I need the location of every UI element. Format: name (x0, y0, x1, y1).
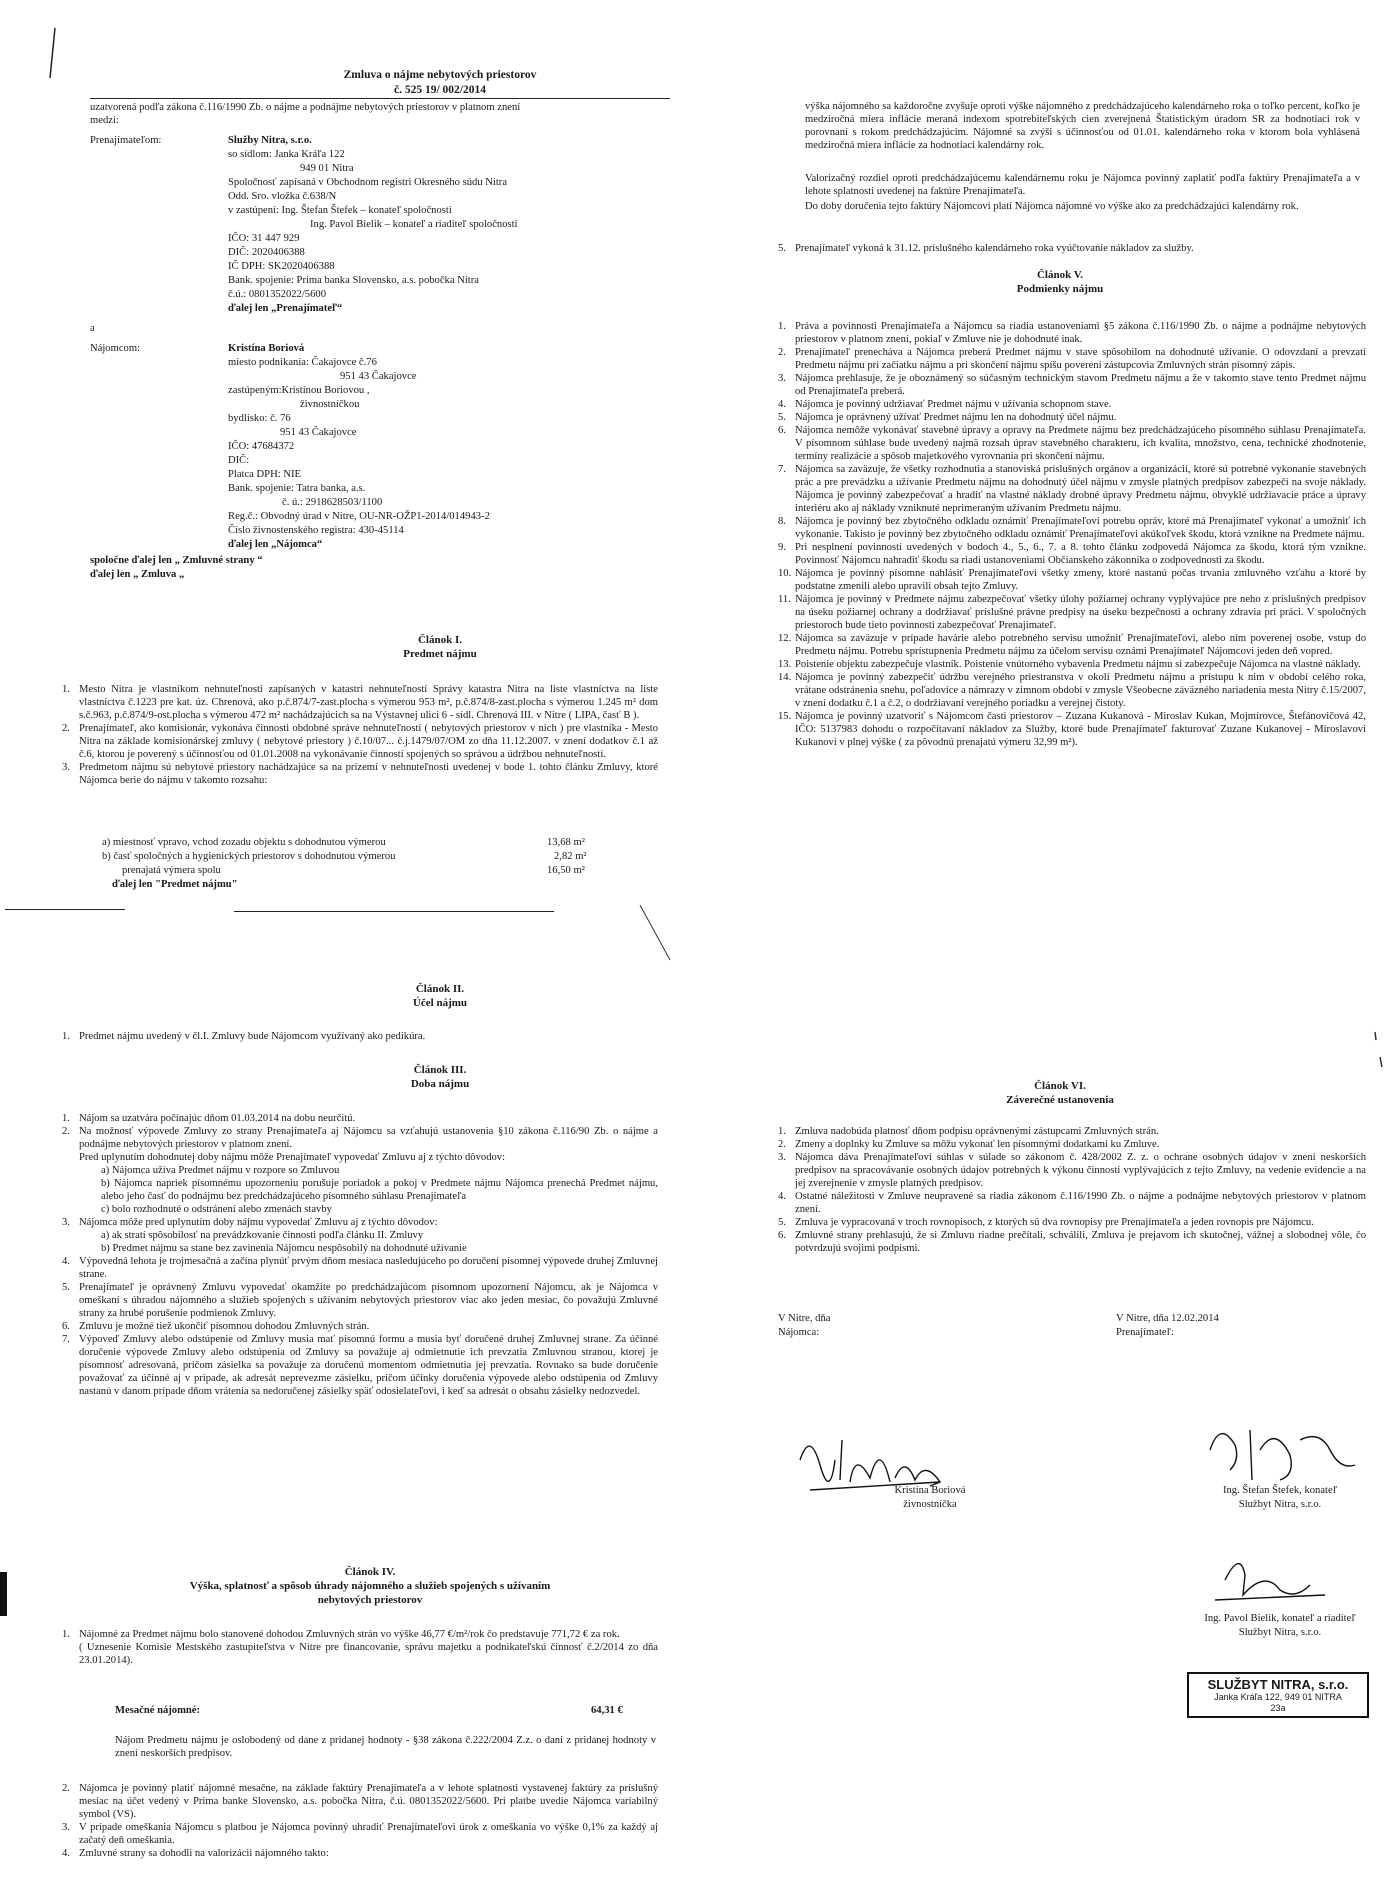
scan-mark (1375, 1032, 1376, 1040)
clause-text: Poistenie objektu zabezpečuje vlastník. Poistenie vnútorného vybavenia Predmetu nájmu si zabezpečuje Nájomca na vlastné náklady. (795, 659, 1361, 670)
tenant-signatory-title: živnostníčka (903, 1499, 957, 1510)
list-item: 6. Zmluvné strany prehlasujú, že si Zmluvu riadne prečítali, schválili, Zmluva je prejavom ich skutočnej, vážnej a slobodnej vôle, čo potvrdzujú svojimi podpismi. (778, 1230, 1366, 1254)
clause-text: Práva a povinnosti Prenajímateľa a Nájomcu sa riadia ustanoveniami §5 zákona č.116/1990 Zb. o nájme a podnájme nebytových priestorov v platnom znení, pokiaľ v Zmluve nie je dohodnuté inak. (795, 321, 1366, 345)
article-4-title-2: nebytových priestorov (317, 1594, 423, 1606)
list-item: 2. Prenajímateľ prenecháva a Nájomca preberá Predmet nájmu v stave spôsobilom na dohodnuté užívanie. O odovzdaní a prevzatí Predmetu nájmu pri začiatku nájmu a pri skončení nájmu spíšu poverení zástupcovia Zmluvných strán písomný zápis. (778, 347, 1366, 371)
article-3-list (52, 1112, 658, 1398)
article-4-list-end (768, 242, 1366, 255)
list-item: 9. Pri nesplnení povinností uvedených v bodoch 4., 5., 6., 7. a 8. tohto článku zodpovedá Nájomca za škodu, ktorá tým vznikne. Povinnosť Nájomcu nahradiť škodu sa riadi ustanoveniami Občianskeho zákonníka o zodpovednosti za škodu. (778, 542, 1366, 566)
landlord-line: 949 01 Nitra (300, 163, 354, 174)
tenant-line: č. ú.: 2918628503/1100 (282, 497, 383, 508)
tenant-line: zastúpeným:Kristínou Boriovou , (228, 385, 370, 396)
landlord-line: so sídlom: Janka Kráľa 122 (228, 149, 345, 160)
clause-text: Nájomca sa zaväzuje v prípade havárie alebo potrebného servisu umožniť Prenajímateľovi, alebo ním poverenej osobe, vstup do Predmetu nájmu. Potrebu sprístupnenia Predmetu nájmu za účelom servisu oznámi Prenajímateľ Nájomcovi jeden deň vopred. (795, 633, 1366, 657)
sub-item (79, 1164, 658, 1177)
article-1-list (52, 683, 658, 787)
sub-item (79, 1177, 658, 1203)
clause-text: Predmet nájmu uvedený v čl.I. Zmluvy bude Nájomcom využívaný ako pedikúra. (79, 1031, 426, 1042)
list-item: 2. Na možnosť výpovede Zmluvy zo strany Prenajímateľa aj Nájomcu sa vzťahujú ustanovenia §10 zákona č.116/90 Zb. o nájme a podnájme nebytových priestorov v platnom znení. Pred uplynutím dohodnutej doby nájmu môže Prenajímateľ vypovedať Zmluvu aj z týchto dôvodov: a) Nájomca užíva Predmet nájmu v rozpore so Zmluvou b) Nájomca napriek písomnému upozorneniu porušuje poriadok a pokoj v Predmete nájmu Nájomca prenechá Predmet nájmu, alebo jeho časť do podnájmu bez predchádzajúceho písomného súhlasu Prenajímateľa c) bolo rozhodnuté o odstránení alebo zmenách stavby (62, 1126, 658, 1215)
article-4-heading: Článok IV. (344, 1566, 396, 1578)
clause-text: Predmetom nájmu sú nebytové priestory nachádzajúce sa na prízemí v nehnuteľnosti uvedenej v bode 1. tohto článku Zmluvy, ktoré Nájomca berie do nájmu v takomto rozsahu: (79, 762, 658, 786)
company-stamp (1187, 1672, 1369, 1718)
clause-text: Zmeny a doplnky ku Zmluve sa môžu vykonať len písomnými dodatkami ku Zmluve. (795, 1139, 1160, 1150)
clause-list (52, 1112, 658, 1398)
clause-text: Nájomca sa zaväzuje, že všetky rozhodnutia a stanoviská príslušných orgánov a organizácií, ktoré sú potrebné vykonanie stavebných prác a pre prevádzku a užívanie Predmetu nájmu na dohodnutý účel nájmu v zmysle platných predpisov zabezpečí na svoje náklady. Nájomca je povinný zabezpečovať a hradiť na vlastné náklady drobné úpravy Predmetu nájmu, obvyklé udržiavacie práce a úpravy interiéru ako aj náklady vzniknuté neprimeraným užívaním Predmetu nájmu. (795, 464, 1366, 514)
landlord-role-label: Prenajímateľom: (90, 135, 162, 146)
tenant-line: bydlisko: č. 76 (228, 413, 291, 424)
sub-item-text: b) Nájomca napriek písomnému upozorneniu porušuje poriadok a pokoj v Predmete nájmu Nájomca prenechá Predmet nájmu, alebo jeho časť do podnájmu bez predchádzajúceho písomného súhlasu Prenajímateľa (101, 1178, 658, 1202)
list-item: 4. Ostatné náležitosti v Zmluve neupravené sa riadia zákonom č.116/1990 Zb. o nájme a podnájme nebytových priestorov v platnom znení. (778, 1191, 1366, 1215)
article-1-heading: Článok I. (417, 634, 463, 646)
clause-text: Nájomca je povinný zabezpečiť údržbu verejného priestranstva v okolí Predmetu nájmu a prístupu k nim v období celého roka, vrátane odstránenia snehu, poľadovice a námrazy v zimnom období v zmysle Všeobecne záväzného nariadenia mesta Nitry č.15/2007, v znení dodatku č.1 a č.2, o dodržiavaní verejného poriadku a verejnej čistoty. (795, 672, 1366, 709)
clause-text: Zmluvné strany prehlasujú, že si Zmluvu riadne prečítali, schválili, Zmluva je prejavom ich skutočnej, vážnej a slobodnej vôle, čo potvrdzujú svojimi podpismi. (795, 1230, 1366, 1254)
scan-mark (0, 1572, 7, 1616)
tenant-name: Kristína Boriová (228, 343, 305, 354)
sub-item-text: a) Nájomca užíva Predmet nájmu v rozpore so Zmluvou (101, 1165, 340, 1176)
tenant-line: Číslo živnostenského registra: 430-45114 (228, 525, 404, 536)
clause-text: Nájomca prehlasuje, že je oboznámený so súčasným technickým stavom Predmetu nájmu a že v takomto stave tento Predmet nájmu od Prenajímateľa preberá. (795, 373, 1366, 397)
landlord-signature-2 (1185, 1540, 1385, 1610)
article-6-heading: Článok VI. (1034, 1080, 1086, 1092)
article-4-list (52, 1628, 658, 1667)
tenant-line: IČO: 47684372 (228, 441, 295, 452)
scan-mark (50, 28, 55, 78)
landlord-name: Služby Nitra, s.r.o. (228, 135, 312, 146)
tenant-place-date: V Nitre, dňa (778, 1313, 831, 1324)
tenant-role-label: Nájomcom: (90, 343, 141, 354)
monthly-rent-label: Mesačné nájomné: (115, 1705, 201, 1716)
list-item: 2. Zmeny a doplnky ku Zmluve sa môžu vykonať len písomnými dodatkami ku Zmluve. (778, 1139, 1160, 1150)
article-5-title: Podmienky nájmu (1016, 283, 1104, 295)
list-item: 5. Prenajímateľ je oprávnený Zmluvu vypovedať okamžite po predchádzajúcom písomnom upozornení Nájomcu, ak je Nájomca v omeškaní s úhradou nájomného a služieb spojených s užívaním nebytových priestorov viac ako jeden mesiac, čo považujú Zmluvné strany za hrubé porušenie podmienok Zmluvy. (62, 1282, 658, 1319)
landlord-place-date: V Nitre, dňa 12.02.2014 (1116, 1313, 1219, 1324)
article-2-heading: Článok II. (415, 983, 465, 995)
valorization-text: Valorizačný rozdiel oproti predchádzajúcemu kalendárnemu roku je Nájomca povinný zaplatiť podľa faktúry Prenajímateľa a v lehote splatnosti uvedenej na faktúre Prenajímateľa. (805, 173, 1360, 197)
list-item: 2. Prenajímateľ, ako komisionár, vykonáva činnosti obdobné správe nehnuteľností ( nebytových priestorov v nich ) pre vlastníka - Mesto Nitra na základe komisionárskej zmluvy ( nebytové priestory ) č.10/07... č.j.1479/07/OM zo dňa 11.12.2007. v znení dodatkov č.1 až č.6, ktorou je poverený s účinnosťou od 01.01.2008 na vykonávanie činností spojených so správou a údržbou nehnuteľností. (62, 723, 658, 760)
list-item: 4. Zmluvné strany sa dohodli na valorizácii nájomného takto: (62, 1848, 329, 1859)
clause-text: Nájomca je povinný udržiavať Predmet nájmu v užívania schopnom stave. (795, 399, 1112, 410)
contract-number: č. 525 19/ 002/2014 (394, 84, 486, 96)
clause-text: ( Uznesenie Komisie Mestského zastupiteľstva v Nitre pre financovanie, správu majetku a podnikateľskú činnosť č.2/2014 zo dňa 23.01.2014). (79, 1642, 658, 1666)
landlord-line: IČ DPH: SK2020406388 (228, 261, 335, 272)
article-5-heading: Článok V. (1036, 269, 1084, 281)
clause-text: Nájom sa uzatvára počínajúc dňom 01.03.2014 na dobu neurčitú. (79, 1113, 356, 1124)
list-item: 1. Práva a povinnosti Prenajímateľa a Nájomcu sa riadia ustanoveniami §5 zákona č.116/1990 Zb. o nájme a podnájme nebytových priestorov v platnom znení, pokiaľ v Zmluve nie je dohodnuté inak. (778, 321, 1366, 345)
sub-item (79, 1242, 658, 1255)
article-6-list (768, 1125, 1366, 1255)
list-item: 5. Prenajímateľ vykoná k 31.12. príslušného kalendárneho roka vyúčtovanie nákladov za služby. (778, 243, 1194, 254)
sub-item (79, 1203, 658, 1216)
clause-text: Nájomné za Predmet nájmu bolo stanovené dohodou Zmluvných strán vo výške 46,77 €/m²/rok čo predstavuje 771,72 € za rok. (79, 1629, 620, 1640)
tenant-line: Platca DPH: NIE (228, 469, 301, 480)
article-1-title: Predmet nájmu (403, 648, 477, 660)
list-item: 4. Výpovedná lehota je trojmesačná a začína plynúť prvým dňom mesiaca nasledujúceho po doručení písomnej výpovede druhej Zmluvnej strane. (62, 1256, 658, 1280)
contract-title: Zmluva o nájme nebytových priestorov (343, 69, 537, 81)
list-item: 7. Nájomca sa zaväzuje, že všetky rozhodnutia a stanoviská príslušných orgánov a organizácií, ktoré sú potrebné vykonanie stavebných prác a pre prevádzku a užívanie Predmetu nájmu na dohodnutý účel nájmu v zmysle platných predpisov zabezpečí na svoje náklady. Nájomca je povinný zabezpečovať a hradiť na vlastné náklady drobné úpravy Predmetu nájmu, obvyklé udržiavacie práce a úpravy interiéru ako aj náklady vzniknuté neprimeraným užívaním Predmetu nájmu. (778, 464, 1366, 514)
area-common-value: 2,82 m² (554, 851, 587, 862)
landlord-line: DIČ: 2020406388 (228, 247, 305, 258)
article-5-list (768, 320, 1366, 749)
divider (234, 911, 554, 912)
intro-line: uzatvorená podľa zákona č.116/1990 Zb. o nájme a podnájme nebytových priestorov v platnom znení (90, 102, 521, 113)
and-separator: a (90, 323, 95, 334)
landlord-2-company: Službyt Nitra, s.r.o. (1238, 1627, 1322, 1638)
clause-text: Nájomca je oprávnený užívať Predmet nájmu len na dohodnutý účel nájmu. (795, 412, 1117, 423)
clause-text: Nájomca je povinný v Predmete nájmu zabezpečovať všetky úlohy požiarnej ochrany vyplývajúce pre neho z príslušných predpisov na úseku požiarnej ochrany a dodržiavať príslušné právne predpisy na úseku bezpečnosti a ochrany zdravia pri práci. V spoločných priestoroch bude tieto povinnosti zabezpečovať Prenajímateľ. (795, 594, 1366, 631)
clause-text: Prenajímateľ vykoná k 31.12. príslušného kalendárneho roka vyúčtovanie nákladov za služby. (795, 243, 1194, 254)
sub-item-text: a) ak stratí spôsobilosť na prevádzkovanie činnosti podľa článku II. Zmluvy (101, 1230, 424, 1241)
area-total-value: 16,50 m² (547, 865, 585, 876)
clause-text: Prenajímateľ prenecháva a Nájomca preberá Predmet nájmu v stave spôsobilom na dohodnuté užívanie. O odovzdaní a prevzatí Predmetu nájmu pri začiatku nájmu a pri skončení nájmu spíšu poverení zástupcovia Zmluvných strán písomný zápis. (795, 347, 1366, 371)
clause-text: Výpovedná lehota je trojmesačná a začína plynúť prvým dňom mesiaca nasledujúceho po doručení písomnej výpovede druhej Zmluvnej strane. (79, 1256, 658, 1280)
list-item: 7. Výpoveď Zmluvy alebo odstúpenie od Zmluvy musia mať písomnú formu a musia byť doručené druhej Zmluvnej strane. Za účinné doručenie výpovede Zmluvy alebo odstúpenia od Zmluvy sa považuje aj odmietnutie ich prevzatia Zmluvnou stranou, ktorej je písomnosť adresovaná, pričom zásielka sa považuje za doručenú momentom odmietnutia jej prevzatia. Rovnako sa bude doručenie považovať za účinné aj v prípade, ak adresát neprevezme zásielku, pričom účinky doručenia výpovede alebo odstúpenia od Zmluvy nastanú v danom prípade dňom vrátenia sa nedoručenej zásielky späť odosielateľovi, i keď sa adresát o obsahu zásielky nedozvedel. (62, 1334, 658, 1397)
article-2-list (52, 1030, 658, 1043)
list-item: 3. Nájomca môže pred uplynutím doby nájmu vypovedať Zmluvu aj z týchto dôvodov: a) ak stratí spôsobilosť na prevádzkovanie činnosti podľa článku II. Zmluvy b) Predmet nájmu sa stane bez zavinenia Nájomcu nespôsobilý na dohodnuté užívanie (52, 1216, 658, 1255)
clause-text: Zmluva nadobúda platnosť dňom podpisu oprávnenými zástupcami Zmluvných strán. (795, 1126, 1159, 1137)
list-item: 12. Nájomca sa zaväzuje v prípade havárie alebo potrebného servisu umožniť Prenajímateľovi, alebo ním poverenej osobe, vstup do Predmetu nájmu. Potrebu sprístupnenia Predmetu nájmu za účelom servisu oznámi Prenajímateľ Nájomcovi jeden deň vopred. (778, 633, 1366, 657)
list-item: 11. Nájomca je povinný v Predmete nájmu zabezpečovať všetky úlohy požiarnej ochrany vyplývajúce pre neho z príslušných predpisov na úseku požiarnej ochrany a dodržiavať príslušné právne predpisy na úseku bezpečnosti a ochrany zdravia pri práci. V spoločných priestoroch bude tieto povinnosti zabezpečovať Prenajímateľ. (778, 594, 1366, 631)
list-item: 15. Nájomca je povinný uzatvoriť s Nájomcom časti priestorov – Zuzana Kukanová - Miroslav Kukan, Mojmírovce, Štefánovičová 42, IČO: 5137983 dohodu o rozpočítavaní nákladov za Služby, ktoré bude Prenajímateľ fakturovať Zuzane Kukanovej - Miroslavovi Kukanovi v plnej výške ( za pôvodnú prenajatú výmeru 32,99 m²). (778, 711, 1366, 748)
clause-text: Nájomca môže pred uplynutím doby nájmu vypovedať Zmluvu aj z týchto dôvodov: (79, 1217, 438, 1228)
landlord-line: č.ú.: 0801352022/5600 (228, 289, 326, 300)
article-6-title: Záverečné ustanovenia (1006, 1094, 1114, 1106)
clause-text: Nájomca nemôže vykonávať stavebné úpravy a opravy na Predmete nájmu bez predchádzajúceho písomného súhlasu Prenajímateľa. V písomnom súhlase bude uvedený najmä rozsah úprav stavebného charakteru, ich kvalita, množstvo, cena, technické zhodnotenie, termíny realizácie a spôsob majetkového vyrovnania pri skončení nájmu. (795, 425, 1366, 462)
clause-text: Pri nesplnení povinností uvedených v bodoch 4., 5., 6., 7. a 8. tohto článku zodpovedá Nájomca za škodu, ktorá tým vznikne. Povinnosť Nájomcu nahradiť škodu sa riadi ustanoveniami Občianskeho zákonníka o zodpovednosti za škodu. (795, 542, 1366, 566)
vat-note: Nájom Predmetu nájmu je oslobodený od dane z pridanej hodnoty - §38 zákona č.222/2004 Z.z. o dani z pridanej hodnoty v znení neskorších predpisov. (115, 1735, 656, 1759)
landlord-line: Odd. Sro. vložka č.638/N (228, 191, 337, 202)
joint-parties: spoločne ďalej len „ Zmluvné strany “ (90, 555, 263, 566)
tenant-line: 951 43 Čakajovce (280, 427, 357, 438)
sub-item-text: c) bolo rozhodnuté o odstránení alebo zmenách stavby (101, 1204, 332, 1215)
list-item: 13. Poistenie objektu zabezpečuje vlastník. Poistenie vnútorného vybavenia Predmetu nájmu si zabezpečuje Nájomca na vlastné náklady. (778, 659, 1361, 670)
clause-text: Pred uplynutím dohodnutej doby nájmu môže Prenajímateľ vypovedať Zmluvu aj z týchto dôvodov: (79, 1152, 506, 1163)
landlord-line: v zastúpení: Ing. Štefan Štefek – konateľ spoločnosti (228, 205, 452, 216)
list-item: 3. Predmetom nájmu sú nebytové priestory nachádzajúce sa na prízemí v nehnuteľnosti uvedenej v bode 1. tohto článku Zmluvy, ktoré Nájomca berie do nájmu v takomto rozsahu: (62, 762, 658, 786)
area-common-label: b) časť spoločných a hygienických priestorov s dohodnutou výmerou (102, 851, 396, 862)
intro-between: medzi: (90, 115, 119, 126)
list-item: 1. Predmet nájmu uvedený v čl.I. Zmluvy bude Nájomcom využívaný ako pedikúra. (62, 1031, 426, 1042)
list-item: 10. Nájomca je povinný písomne nahlásiť Prenajímateľovi všetky zmeny, ktoré nastanú počas trvania zmluvného vzťahu a ktoré by podstatne zmenili alebo upravili obsah tejto Zmluvy. (778, 568, 1366, 592)
landlord-1-name: Ing. Štefan Štefek, konateľ (1222, 1485, 1338, 1496)
tenant-line: Reg.č.: Obvodný úrad v Nitre, OU-NR-OŽP1-2014/014943-2 (228, 511, 490, 522)
tenant-line: miesto podnikania: Čakajovce č.76 (228, 357, 377, 368)
tenant-line: 951 43 Čakajovce (340, 371, 417, 382)
sub-item (79, 1229, 658, 1242)
clause-text: Výpoveď Zmluvy alebo odstúpenie od Zmluvy musia mať písomnú formu a musia byť doručené druhej Zmluvnej strane. Za účinné doručenie výpovede Zmluvy alebo odstúpenia od Zmluvy sa považuje aj odmietnutie ich prevzatia Zmluvnou stranou, ktorej je písomnosť adresovaná, pričom zásielka sa považuje za doručenú momentom odmietnutia jej prevzatia. Rovnako sa bude doručenie považovať za účinné aj v prípade, ak adresát neprevezme zásielku, pričom účinky doručenia výpovede alebo odstúpenia od Zmluvy nastanú v danom prípade dňom vrátenia sa nedoručenej zásielky späť odosielateľovi, i keď sa adresát o obsahu zásielky nedozvedel. (79, 1334, 658, 1397)
divider (5, 909, 125, 910)
list-item: 3. Nájomca prehlasuje, že je oboznámený so súčasným technickým stavom Predmetu nájmu a že v takomto stave tento Predmet nájmu od Prenajímateľa preberá. (778, 373, 1366, 397)
list-item: 5. Zmluva je vypracovaná v troch rovnopisoch, z ktorých sú dva rovnopisy pre Prenajímateľa a jeden rovnopis pre Nájomcu. (778, 1217, 1314, 1228)
landlord-line: Spoločnosť zapísaná v Obchodnom registri Okresného súdu Nitra (228, 177, 508, 188)
list-item: 1. Nájom sa uzatvára počínajúc dňom 01.03.2014 na dobu neurčitú. (62, 1113, 356, 1124)
scan-mark (640, 905, 670, 960)
scan-mark (1380, 1057, 1382, 1067)
landlord-role: Prenajímateľ: (1116, 1327, 1174, 1338)
landlord-line: Ing. Pavol Bielik – konateľ a riaditeľ spoločnosti (310, 219, 518, 230)
tenant-line: živnostníčkou (300, 399, 360, 410)
clause-text: Zmluvné strany sa dohodli na valorizácii nájomného takto: (79, 1848, 329, 1859)
article-2-title: Účel nájmu (412, 997, 468, 1009)
tenant-line: DIČ: (228, 455, 250, 466)
stamp-line: 23a (1270, 1703, 1286, 1713)
article-4-list-cont (52, 1782, 658, 1860)
tenant-role: Nájomca: (778, 1327, 820, 1338)
list-item: 1. Nájomné za Predmet nájmu bolo stanovené dohodou Zmluvných strán vo výške 46,77 €/m²/rok čo predstavuje 771,72 € za rok. ( Uznesenie Komisie Mestského zastupiteľstva v Nitre pre financovanie, správu majetku a podnikateľskú činnosť č.2/2014 zo dňa 23.01.2014). (62, 1629, 658, 1666)
clause-text: Nájomca je povinný uzatvoriť s Nájomcom časti priestorov – Zuzana Kukanová - Miroslav Kukan, Mojmírovce, Štefánovičová 42, IČO: 5137983 dohodu o rozpočítavaní nákladov za Služby, ktoré bude Prenajímateľ fakturovať Zuzane Kukanovej - Miroslavovi Kukanovi v plnej výške ( za pôvodnú prenajatú výmeru 32,99 m²). (795, 711, 1366, 748)
valorization-text: výška nájomného sa každoročne zvyšuje oproti výške nájomného z predchádzajúceho kalendárneho roka o toľko percent, koľko je medziročná miera inflácie meraná indexom spotrebiteľských cien zverejnená Štatistickým úradom SR za hodnotiaci rok v porovnaní s rokom predchádzajúcim. Nájomné sa zvýši s účinnosťou od 01.01. kalendárneho roka v ktorom bola vyhlásená medziročná miera inflácie za hodnotiaci kalendárny rok. (805, 101, 1360, 151)
list-item: 1. Zmluva nadobúda platnosť dňom podpisu oprávnenými zástupcami Zmluvných strán. (778, 1126, 1159, 1137)
list-item: 14. Nájomca je povinný zabezpečiť údržbu verejného priestranstva v okolí Predmetu nájmu a prístupu k nim v období celého roka, vrátane odstránenia snehu, poľadovice a námrazy v zimnom období v zmysle Všeobecne záväzného nariadenia mesta Nitry č.15/2007, v znení dodatku č.1 a č.2, o dodržiavaní verejného poriadku a verejnej čistoty. (778, 672, 1366, 709)
clause-text: V prípade omeškania Nájomcu s platbou je Nájomca povinný uhradiť Prenajímateľovi úrok z omeškania vo výške 0,1% za každý aj začatý deň omeškania. (79, 1822, 658, 1846)
valorization-text: Do doby doručenia tejto faktúry Nájomcovi platí Nájomca nájomné vo výške ako za predchádzajúci kalendárny rok. (805, 201, 1299, 212)
landlord-line: Bank. spojenie: Prima banka Slovensko, a.s. pobočka Nitra (228, 275, 479, 286)
clause-text: Nájomca je povinný bez zbytočného odkladu oznámiť Prenajímateľovi potrebu opráv, ktoré má Prenajímateľ vykonať a umožniť ich vykonanie. Takisto je povinný bez zbytočného odkladu oznámiť Prenajímateľovi akúkoľvek škodu, ktorá vznikne na Predmete nájmu. (795, 516, 1366, 540)
area-total-label: prenajatá výmera spolu (122, 865, 221, 876)
area-room-label: a) miestnosť vpravo, vchod zozadu objektu s dohodnutou výmerou (102, 837, 386, 848)
area-room-value: 13,68 m² (547, 837, 585, 848)
tenant-line: ďalej len „Nájomca“ (228, 539, 323, 550)
list-item: 6. Zmluvu je možné tiež ukončiť písomnou dohodou Zmluvných strán. (62, 1321, 370, 1332)
landlord-line: IČO: 31 447 929 (228, 233, 300, 244)
clause-text: Mesto Nitra je vlastníkom nehnuteľnosti zapísaných v katastri nehnuteľností Správy katastra Nitra na liste vlastníctva na liste vlastníctva č.1223 pre kat. úz. Chrenová, ako p.č.874/7-zast.plocha s výmerou 953 m², p.č.874/8-zast.plocha s výmerou 1.245 m² dom s.č.963, p.č.874/9-ost.plocha s výmerou 472 m² nachádzajúcich sa na Výstavnej ulici 6 - sídl. Chrenová III. v Nitre ( LIPA, časť B ). (79, 684, 658, 721)
landlord-2-name: Ing. Pavol Bielik, konateľ a riaditeľ (1204, 1613, 1356, 1624)
clause-text: Prenajímateľ, ako komisionár, vykonáva činnosti obdobné správe nehnuteľností ( nebytových priestorov v nich ) pre vlastníka - Mesto Nitra na základe komisionárskej zmluvy ( nebytové priestory ) č.10/07... č.j.1479/07/OM zo dňa 11.12.2007. v znení dodatkov č.1 až č.6, ktorou je poverený s účinnosťou od 01.01.2008 na vykonávanie činností spojených so správou a údržbou nehnuteľností. (79, 723, 658, 760)
clause-text: Nájomca dáva Prenajímateľovi súhlas v súlade so zákonom č. 428/2002 Z. z. o ochrane osobných údajov v znení neskorších predpisov na spracovávanie osobných údajov potrebných k výkonu činnosti vyplývajúcich z tejto Zmluvy, na vedenie evidencie a na jej zverejnenie v zmysle platných predpisov. (795, 1152, 1366, 1189)
article-4-title: Výška, splatnosť a spôsob úhrady nájomného a služieb spojených s užívaním (189, 1580, 551, 1592)
clause-text: Nájomca je povinný platiť nájomné mesačne, na základe faktúry Prenajímateľa a v lehote splatnosti vystavenej faktúry za príslušný mesiac na účet vedený v Prima banke Slovensko, a.s. pobočka Nitra, č.ú. 0801352022/5600. Pri platbe uvedie Nájomca variabilný symbol (VS). (79, 1783, 658, 1820)
list-item: 6. Nájomca nemôže vykonávať stavebné úpravy a opravy na Predmete nájmu bez predchádzajúceho písomného súhlasu Prenajímateľa. V písomnom súhlase bude uvedený najmä rozsah úprav stavebného charakteru, ich kvalita, množstvo, cena, technické zhodnotenie, termíny realizácie a spôsob majetkového vyrovnania pri skončení nájmu. (778, 425, 1366, 462)
list-item: 2. Nájomca je povinný platiť nájomné mesačne, na základe faktúry Prenajímateľa a v lehote splatnosti vystavenej faktúry za príslušný mesiac na účet vedený v Prima banke Slovensko, a.s. pobočka Nitra, č.ú. 0801352022/5600. Pri platbe uvedie Nájomca variabilný symbol (VS). (62, 1783, 658, 1820)
list-item: 5. Nájomca je oprávnený užívať Predmet nájmu len na dohodnutý účel nájmu. (778, 412, 1117, 423)
clause-text: Prenajímateľ je oprávnený Zmluvu vypovedať okamžite po predchádzajúcom písomnom upozornení Nájomcu, ak je Nájomca v omeškaní s úhradou nájomného a služieb spojených s užívaním nebytových priestorov viac ako jeden mesiac, čo považujú Zmluvné strany za hrubé porušenie podmienok Zmluvy. (79, 1282, 658, 1319)
divider (90, 98, 670, 99)
article-3-title: Doba nájmu (410, 1078, 470, 1090)
stamp-line: SLUŽBYT NITRA, s.r.o. (1207, 1677, 1349, 1692)
landlord-1-company: Službyt Nitra, s.r.o. (1238, 1499, 1322, 1510)
list-item: 1. Mesto Nitra je vlastníkom nehnuteľnosti zapísaných v katastri nehnuteľností Správy katastra Nitra na liste vlastníctva na liste vlastníctva č.1223 pre kat. úz. Chrenová, ako p.č.874/7-zast.plocha s výmerou 953 m², p.č.874/8-zast.plocha s výmerou 1.245 m² dom s.č.963, p.č.874/9-ost.plocha s výmerou 472 m² nachádzajúcich sa na Výstavnej ulici 6 - sídl. Chrenová III. v Nitre ( LIPA, časť B ). (62, 684, 658, 721)
landlord-line: ďalej len „Prenajímateľ“ (228, 303, 343, 314)
article-3-heading: Článok III. (413, 1064, 467, 1076)
clause-text: Ostatné náležitosti v Zmluve neupravené sa riadia zákonom č.116/1990 Zb. o nájme a podnájme nebytových priestorov v platnom znení. (795, 1191, 1366, 1215)
tenant-signatory-name: Kristína Boriová (894, 1485, 966, 1496)
list-item: 4. Nájomca je povinný udržiavať Predmet nájmu v užívania schopnom stave. (778, 399, 1112, 410)
clause-text: Na možnosť výpovede Zmluvy zo strany Prenajímateľa aj Nájomcu sa vzťahujú ustanovenia §10 zákona č.116/90 Zb. o nájme a podnájme nebytových priestorov v platnom znení. (79, 1126, 658, 1150)
list-item: 3. V prípade omeškania Nájomcu s platbou je Nájomca povinný uhradiť Prenajímateľovi úrok z omeškania vo výške 0,1% za každý aj začatý deň omeškania. (62, 1822, 658, 1846)
joint-contract: ďalej len „ Zmluva „ (90, 569, 185, 580)
subject-definition: ďalej len "Predmet nájmu" (112, 879, 238, 890)
monthly-rent-value: 64,31 € (591, 1705, 623, 1716)
sub-item-text: b) Predmet nájmu sa stane bez zavinenia Nájomcu nespôsobilý na dohodnuté užívanie (101, 1243, 467, 1254)
clause-text: Zmluva je vypracovaná v troch rovnopisoch, z ktorých sú dva rovnopisy pre Prenajímateľa a jeden rovnopis pre Nájomcu. (795, 1217, 1314, 1228)
list-item: 8. Nájomca je povinný bez zbytočného odkladu oznámiť Prenajímateľovi potrebu opráv, ktoré má Prenajímateľ vykonať a umožniť ich vykonanie. Takisto je povinný bez zbytočného odkladu oznámiť Prenajímateľovi akúkoľvek škodu, ktorá vznikne na Predmete nájmu. (778, 516, 1366, 540)
list-item: 3. Nájomca dáva Prenajímateľovi súhlas v súlade so zákonom č. 428/2002 Z. z. o ochrane osobných údajov v znení neskorších predpisov na spracovávanie osobných údajov potrebných k výkonu činnosti vyplývajúcich z tejto Zmluvy, na vedenie evidencie a na jej zverejnenie v zmysle platných predpisov. (778, 1152, 1366, 1189)
landlord-signature-1 (1180, 1410, 1380, 1490)
clause-text: Nájomca je povinný písomne nahlásiť Prenajímateľovi všetky zmeny, ktoré nastanú počas trvania zmluvného vzťahu a ktoré by podstatne zmenili alebo upravili obsah tejto Zmluvy. (795, 568, 1366, 592)
stamp-line: Janka Kráľa 122, 949 01 NITRA (1214, 1692, 1342, 1702)
clause-text: Zmluvu je možné tiež ukončiť písomnou dohodou Zmluvných strán. (79, 1321, 370, 1332)
tenant-line: Bank. spojenie: Tatra banka, a.s. (228, 483, 366, 494)
